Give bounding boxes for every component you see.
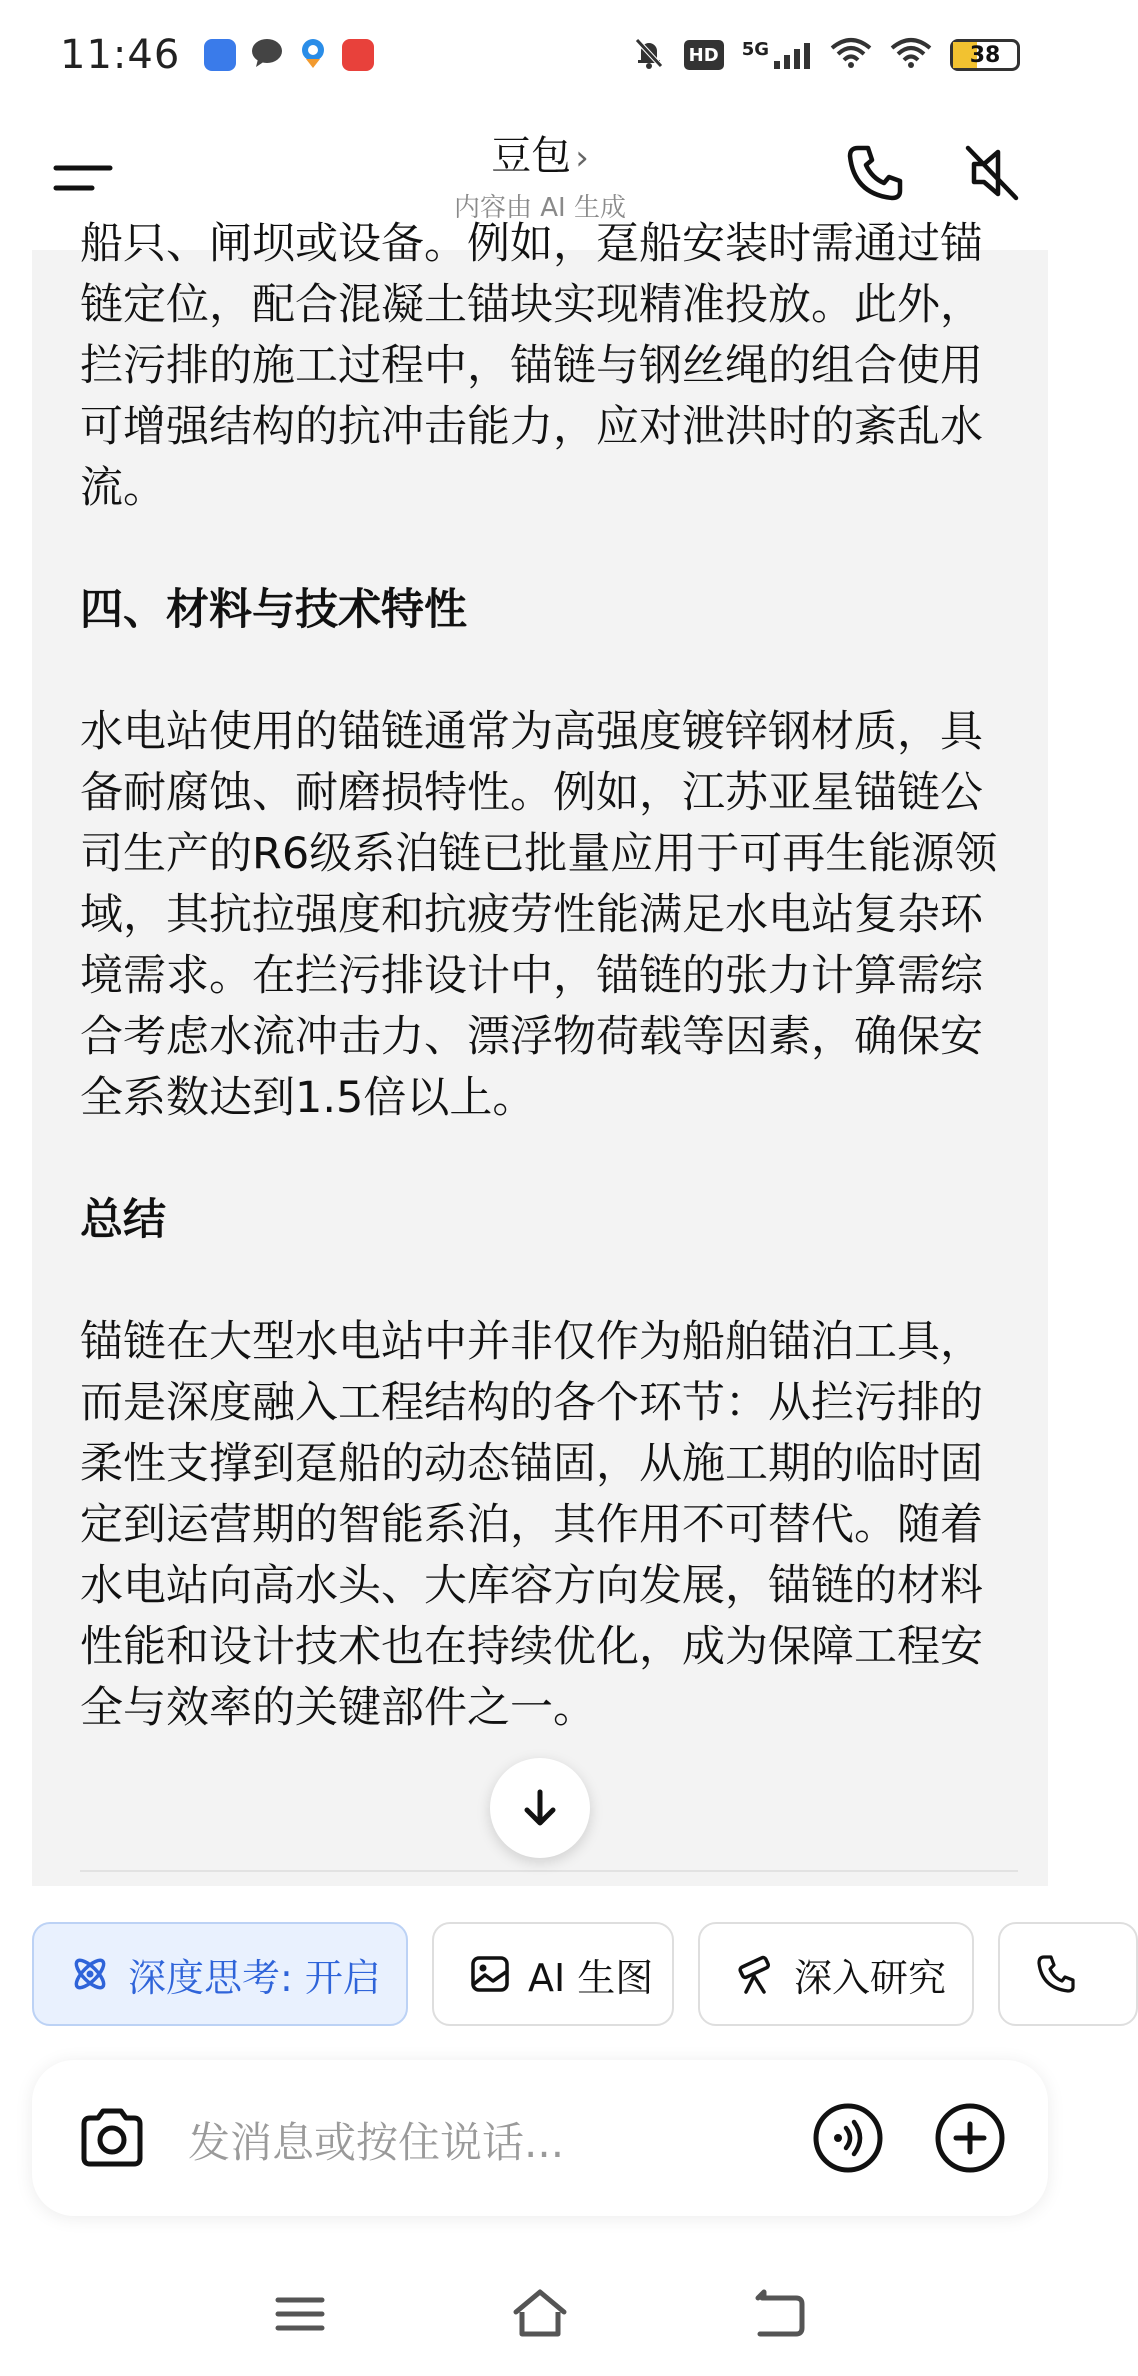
status-indicators (632, 36, 1020, 74)
status-time: 11:46 (60, 32, 181, 78)
message-input-bar (32, 2060, 1048, 2216)
ai-image-chip[interactable] (432, 1922, 674, 2026)
scroll-to-bottom-button[interactable] (490, 1758, 590, 1858)
deep-research-chip[interactable] (698, 1922, 974, 2026)
mute-bell-icon (632, 36, 666, 74)
message-paragraph: 水电站使用的锚链通常为高强度镀锌钢材质，具备耐腐蚀、耐磨损特性。例如，江苏亚星锚链公司生产的R6级系泊链已批量应用于可再生能源领域，其抗拉强度和抗疲劳性能满足水电站复杂环境需求。在拦污排设计中，锚链的张力计算需综合考虑水流冲击力、漂浮物荷载等因素，确保安全系数达到1.5倍以上。 (80, 707, 998, 1123)
wifi-icon-secondary (890, 36, 932, 74)
chat-title-button[interactable] (0, 124, 1080, 224)
arrow-down-icon (518, 1786, 562, 1830)
message-paragraph: 船只、闸坝或设备。例如，趸船安装时需通过锚链定位，配合混凝土锚块实现精准投放。此外，拦污排的施工过程中，锚链与钢丝绳的组合使用可增强结构的抗冲击能力，应对泄洪时的紊乱水流。 (80, 219, 983, 513)
home-icon (510, 2284, 570, 2344)
speaker-mute-button[interactable] (960, 140, 1026, 206)
chat-title: 豆包 (491, 133, 572, 179)
camera-icon (74, 2100, 150, 2176)
wifi-icon (830, 36, 872, 74)
ai-message-card (32, 219, 1048, 1886)
camera-button[interactable] (74, 2100, 150, 2176)
message-input[interactable]: 发消息或按住说话... (188, 2118, 565, 2167)
hd-label: HD (688, 44, 719, 66)
network-type: 5G (741, 39, 769, 60)
shopping-app-icon (342, 39, 374, 71)
plus-circle-icon (932, 2100, 1008, 2176)
section-heading: 四、材料与技术特性 (80, 585, 467, 635)
phone-icon (842, 140, 908, 206)
system-nav-bar (0, 2270, 1080, 2376)
add-attachment-button[interactable] (932, 2100, 1008, 2176)
phone-icon (1034, 1952, 1078, 1996)
chevron-right-icon: › (575, 138, 589, 178)
menu-lines-icon (270, 2284, 330, 2344)
deep-think-chip[interactable] (32, 1922, 408, 2026)
call-chip[interactable] (998, 1922, 1138, 2026)
battery-text: 38 (969, 42, 1001, 68)
back-button[interactable] (750, 2284, 810, 2344)
telescope-icon (734, 1952, 778, 1996)
ai-disclaimer: 内容由 AI 生成 (454, 193, 626, 223)
message-bubble-icon (250, 37, 284, 73)
speaker-off-icon (960, 140, 1026, 206)
hd-badge (684, 40, 724, 70)
location-app-icon (298, 37, 328, 73)
section-heading: 总结 (80, 1195, 166, 1245)
voice-call-button[interactable] (842, 140, 908, 206)
deep-research-label: 深入研究 (794, 1955, 947, 2000)
deep-think-label: 深度思考: 开启 (128, 1955, 381, 2000)
back-icon (750, 2284, 810, 2344)
voice-input-button[interactable] (810, 2100, 886, 2176)
feature-chips (32, 1922, 1080, 2028)
status-bar (0, 0, 1080, 110)
ai-image-label: AI 生图 (528, 1955, 654, 2000)
home-button[interactable] (510, 2284, 570, 2344)
battery-icon (950, 39, 1020, 71)
recents-button[interactable] (270, 2284, 330, 2344)
divider (80, 1870, 1018, 1872)
image-icon (468, 1952, 512, 1996)
message-body (80, 214, 1020, 1739)
message-paragraph: 锚链在大型水电站中并非仅作为船舶锚泊工具，而是深度融入工程结构的各个环节：从拦污排的柔性支撑到趸船的动态锚固，从施工期的临时固定到运营期的智能系泊，其作用不可替代。随着水电站向高水头、大库容方向发展，锚链的材料性能和设计技术也在持续优化，成为保障工程安全与效率的关键部件之一。 (80, 1317, 983, 1733)
voice-wave-icon (810, 2100, 886, 2176)
app-notification-icon (204, 39, 236, 71)
atom-icon (68, 1952, 112, 1996)
cellular-signal-icon (742, 39, 812, 71)
